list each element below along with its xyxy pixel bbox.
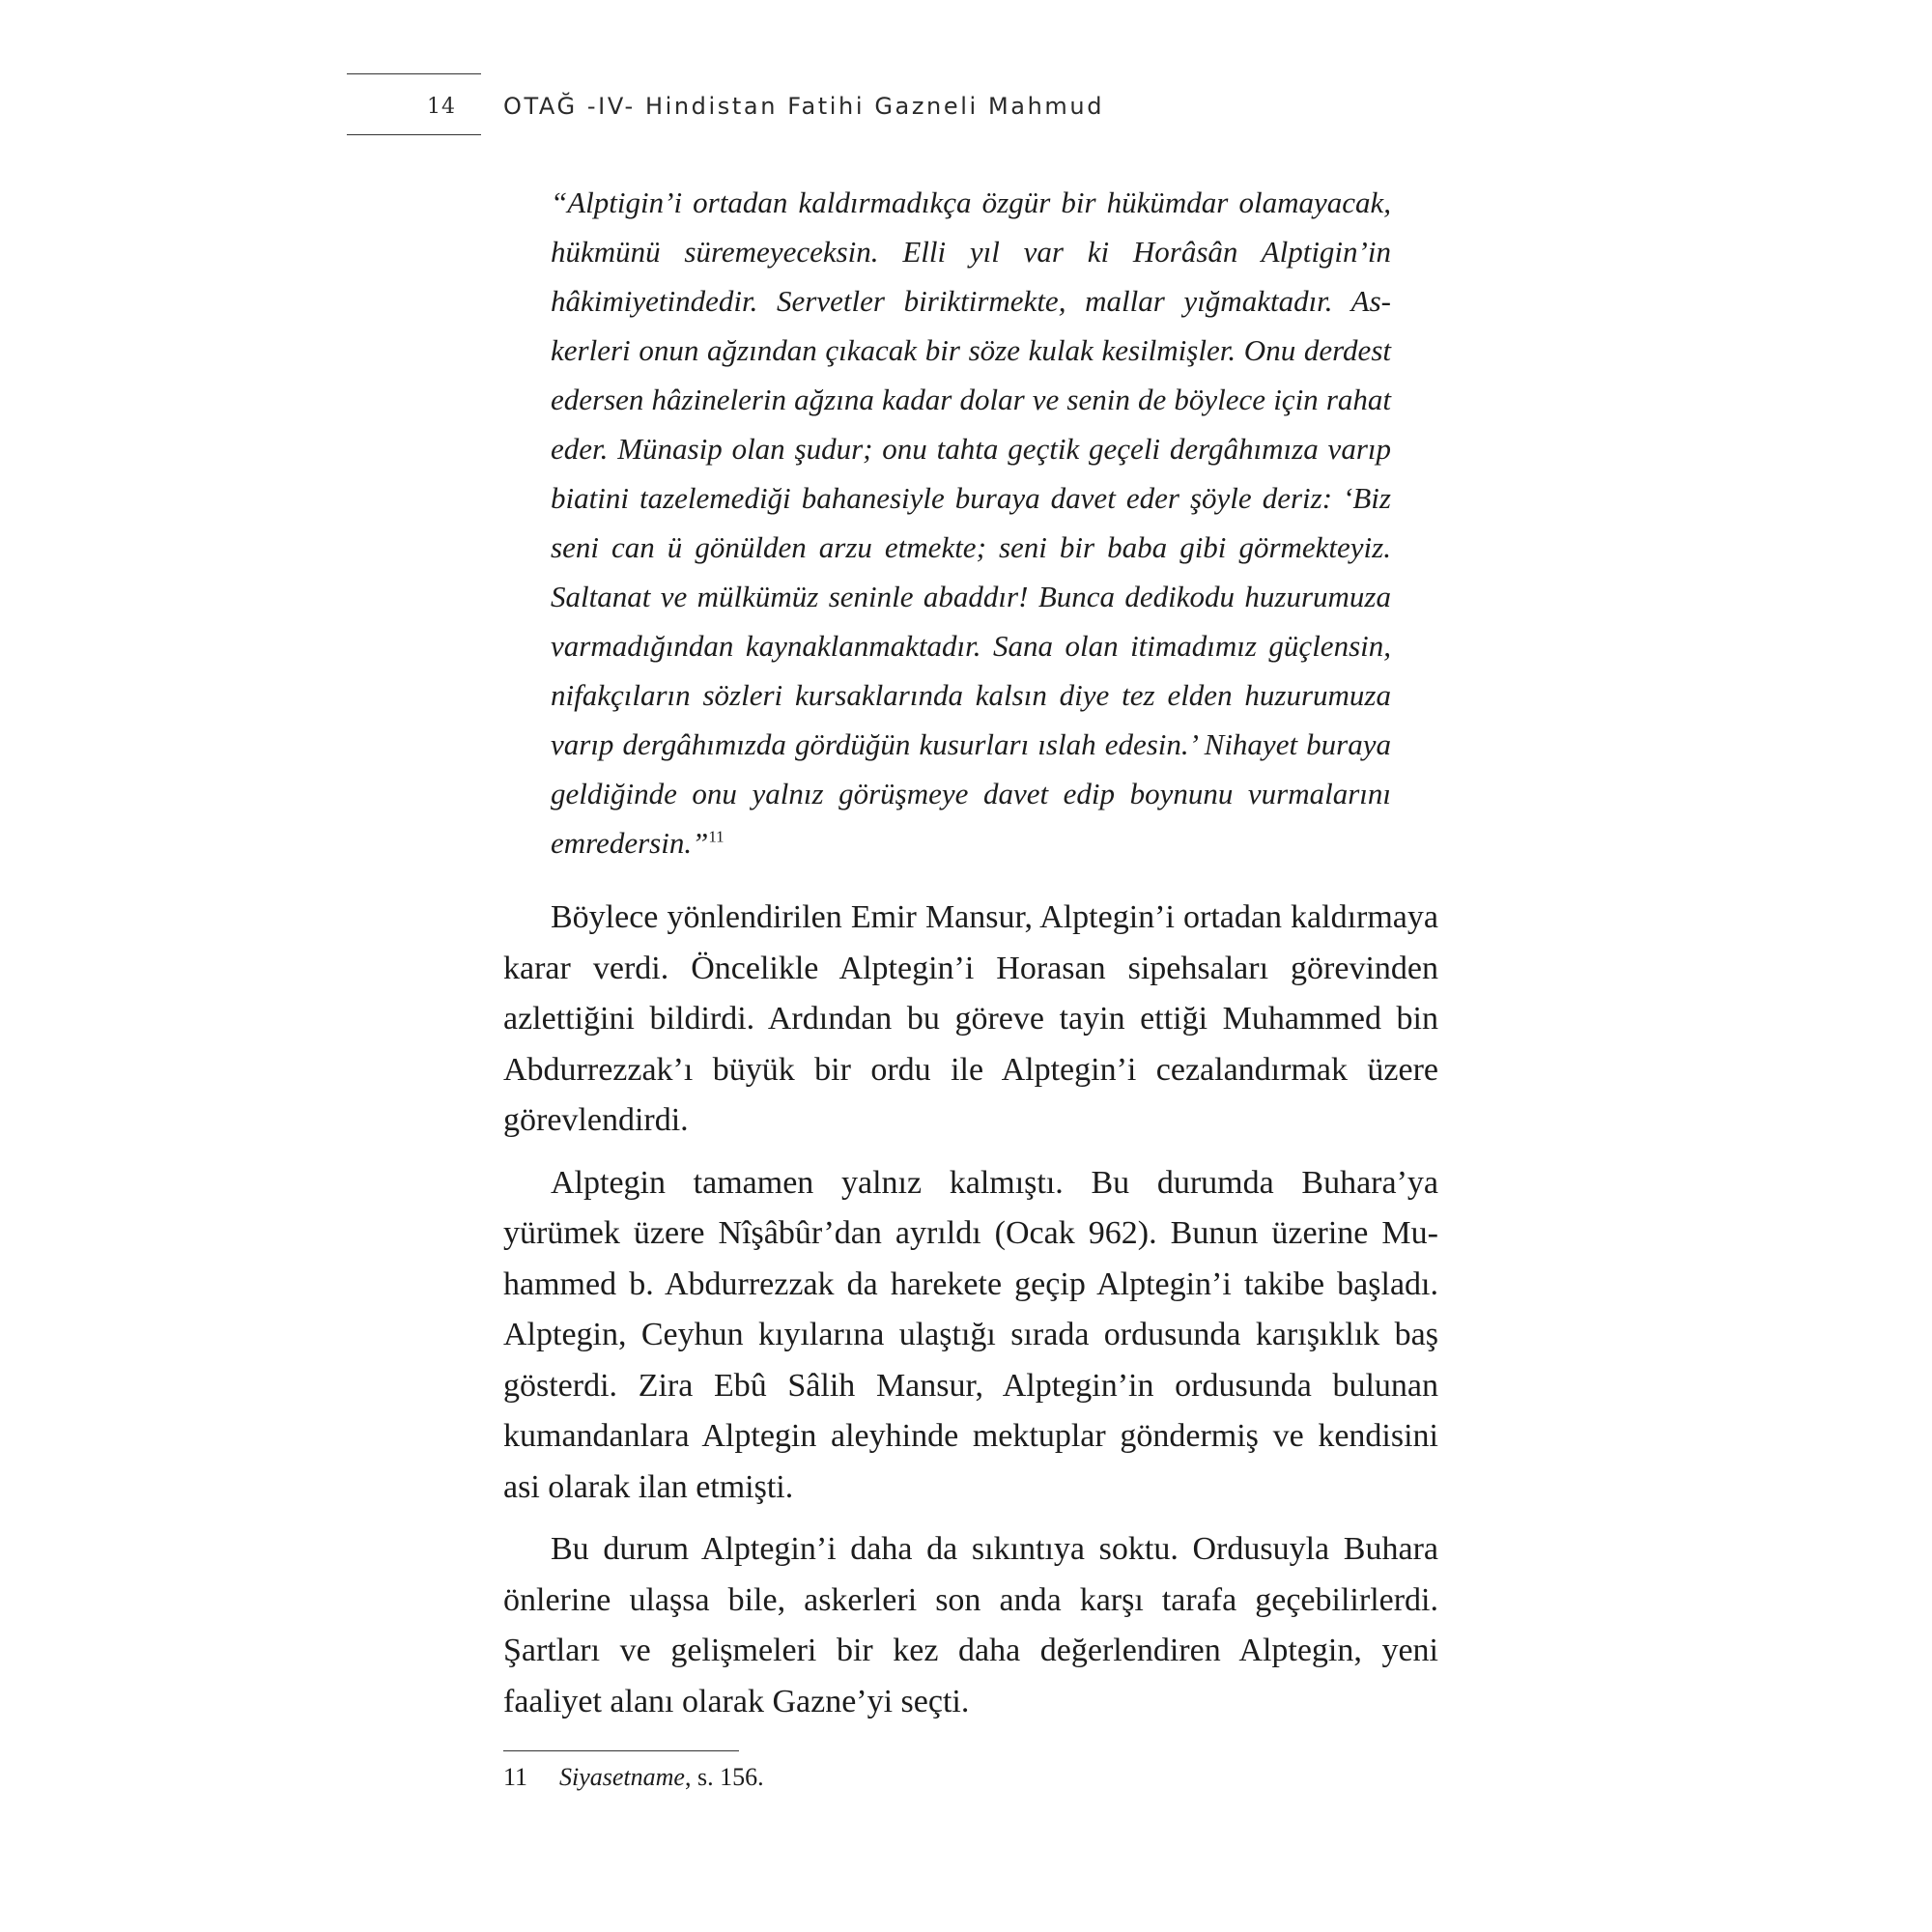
header-rule-top — [347, 73, 481, 74]
footnote-reference-text: , s. 156. — [684, 1763, 764, 1791]
page-number: 14 — [427, 95, 456, 119]
footnote-rule — [503, 1750, 739, 1751]
running-title: OTAĞ -IV- Hindistan Fatihi Gazneli Mahmud — [503, 93, 1105, 120]
block-quote-text: “Alptigin’i ortadan kaldırmadıkça özgür bir hükümdar olamayacak, hükmünü süremeyeceksin. Elli yıl var ki Horâsân Alptigin’in hâkimiyetindedir. Servetler biriktirmekte, mallar yığmaktadır. Askerleri onun ağzından çıkacak bir söze kulak kesilmişler. Onu derdest edersen hâzinelerin ağzına kadar dolar ve senin de böylece için rahat eder. Münasip olan şudur; onu tahta geçtik geçeli dergâhımıza varıp biatini tazelemediği bahanesiyle buraya davet eder şöyle deriz: ‘Biz seni can ü gönülden arzu etmekte; seni bir baba gibi görmekteyiz. Saltanat ve mülkümüz seninle abaddır! Bunca dedikodu huzurumuza varmadığından kaynaklanmaktadır. Sana olan itimadımız güçlensin, nifakçıların sözleri kursaklarında kalsın diye tez elden huzurumuza varıp dergâhımızda gördüğün kusurları ıslah edesin.’ Nihayet buraya geldiğinde onu yalnız görüşmeye davet edip boynunu vurmalarını emredersin.” — [551, 185, 1391, 860]
paragraph-1: Böylece yönlendirilen Emir Mansur, Alptegin’i ortadan kaldırmaya karar verdi. Öncelikle Alptegin’i Horasan sipehsaları görevinden azlettiğini bildirdi. Ardından bu göreve tayin ettiği Muhammed bin Abdurrezzak’ı büyük bir ordu ile Alptegin’i cezalandırmak üzere görevlendirdi. — [503, 899, 1438, 1138]
body-text — [503, 893, 1438, 1739]
footnote — [503, 1760, 764, 1795]
footnote-reference[interactable]: 11 — [708, 827, 724, 846]
block-quote — [551, 178, 1391, 867]
paragraph-2: Alptegin tamamen yalnız kalmıştı. Bu durumda Buhara’ya yürümek üzere Nîşâbûr’dan ayrıldı (Ocak 962). Bunun üzerine Muhammed b. Abdurrezzak da harekete geçip Alptegin’i takibe başladı. Alptegin, Ceyhun kıyılarına ulaştığı sırada ordusunda karışıklık baş gösterdi. Zira Ebû Sâlih Mansur, Alptegin’in ordusunda bulunan kumandanlara Alptegin aleyhinde mektuplar göndermiş ve kendisini asi olarak ilan etmişti. — [503, 1164, 1438, 1505]
header-rule-bottom — [347, 134, 481, 135]
footnote-number: 11 — [503, 1763, 528, 1791]
paragraph-3: Bu durum Alptegin’i daha da sıkıntıya soktu. Ordusuyla Buhara önlerine ulaşsa bile, askerleri son anda karşı tarafa geçebilirlerdi. Şartları ve gelişmeleri bir kez daha değerlendiren Alptegin, yeni faaliyet alanı olarak Gazne’yi seçti. — [503, 1531, 1438, 1719]
footnote-work-title: Siyasetname — [559, 1763, 685, 1791]
